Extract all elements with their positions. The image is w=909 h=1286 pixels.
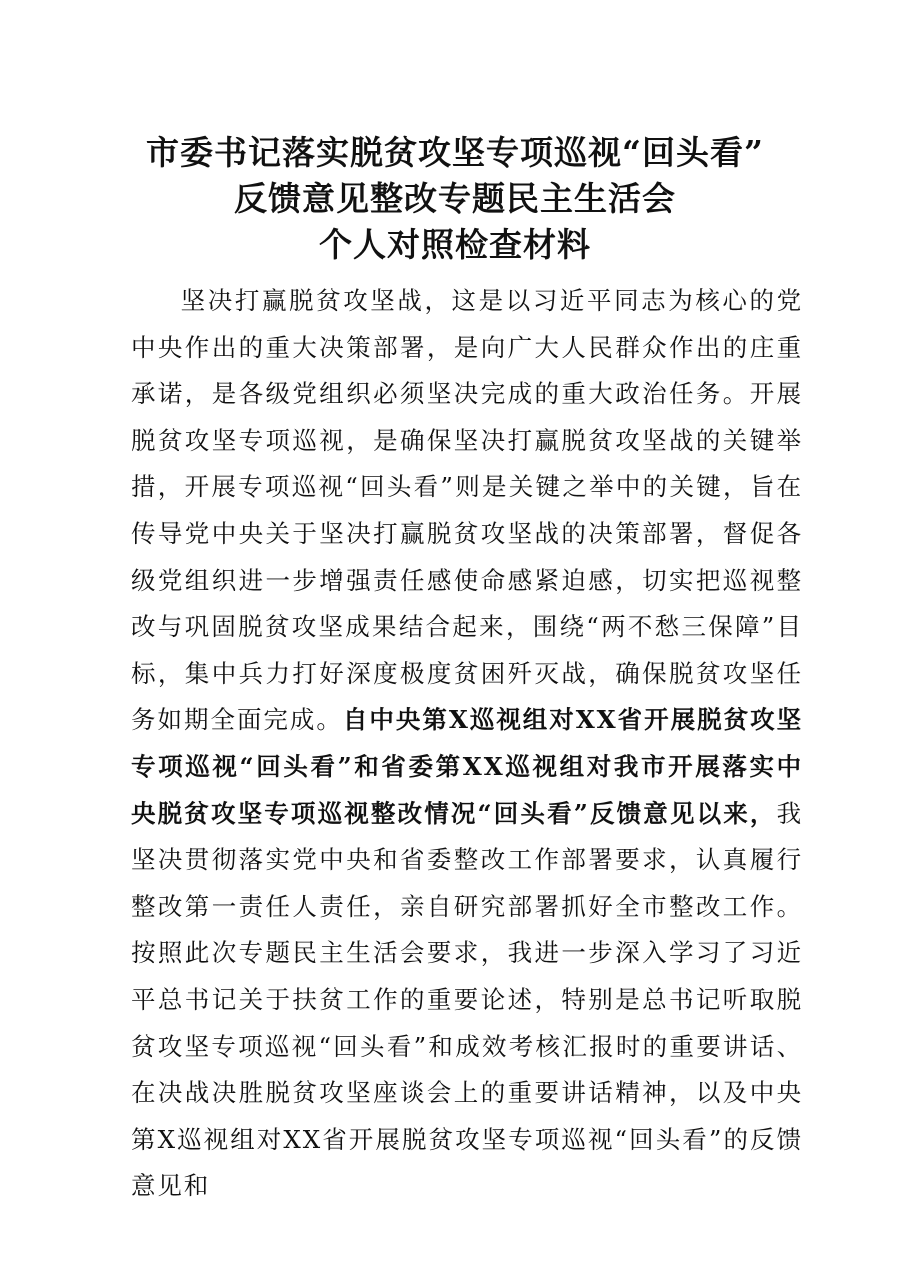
title-line-2: 反馈意见整改专题民主生活会 — [234, 179, 676, 218]
paragraph-text-intro: 坚决打赢脱贫攻坚战，这是以习近平同志为核心的党中央作出的重大决策部署，是向广大人民群众作出的庄重承诺，是各级党组织必须坚决完成的重大政治任务。开展脱贫攻坚专项巡视，是确保坚决打赢脱贫攻坚战的关键举措，开展专项巡视“回头看”则是关键之举中的关键，旨在传导党中央关于坚决打赢脱贫攻坚战的决策部署，督促各级党组织进一步增强责任感使命感紧迫感，切实把巡视整改与巩固脱贫攻坚成果结合起来，围绕“两不愁三保障”目标，集中兵力打好深度极度贫困歼灭战，确保脱贫攻坚任务如期全面完成。 — [131, 286, 803, 735]
body-paragraph — [131, 278, 803, 1210]
paragraph-text-bold: 自中央第X巡视组对XX省开展脱贫攻坚专项巡视“回头看”和省委第XX巡视组对我市开展落实中央脱贫攻坚专项巡视整改情况“回头看”反馈意见以来， — [131, 705, 803, 828]
title-line-3: 个人对照检查材料 — [319, 225, 591, 264]
paragraph-text-continued: 我坚决贯彻落实党中央和省委整改工作部署要求，认真履行整改第一责任人责任，亲自研究部署抓好全市整改工作。按照此次专题民主生活会要求，我进一步深入学习了习近平总书记关于扶贫工作的重要论述，特别是总书记听取脱贫攻坚专项巡视“回头看”和成效考核汇报时的重要讲话、在决战决胜脱贫攻坚座谈会上的重要讲话精神，以及中央第X巡视组对XX省开展脱贫攻坚专项巡视“回头看”的反馈意见和 — [131, 798, 803, 1201]
title-line-1: 市委书记落实脱贫攻坚专项巡视“回头看” — [146, 133, 764, 172]
document-title — [110, 130, 800, 268]
